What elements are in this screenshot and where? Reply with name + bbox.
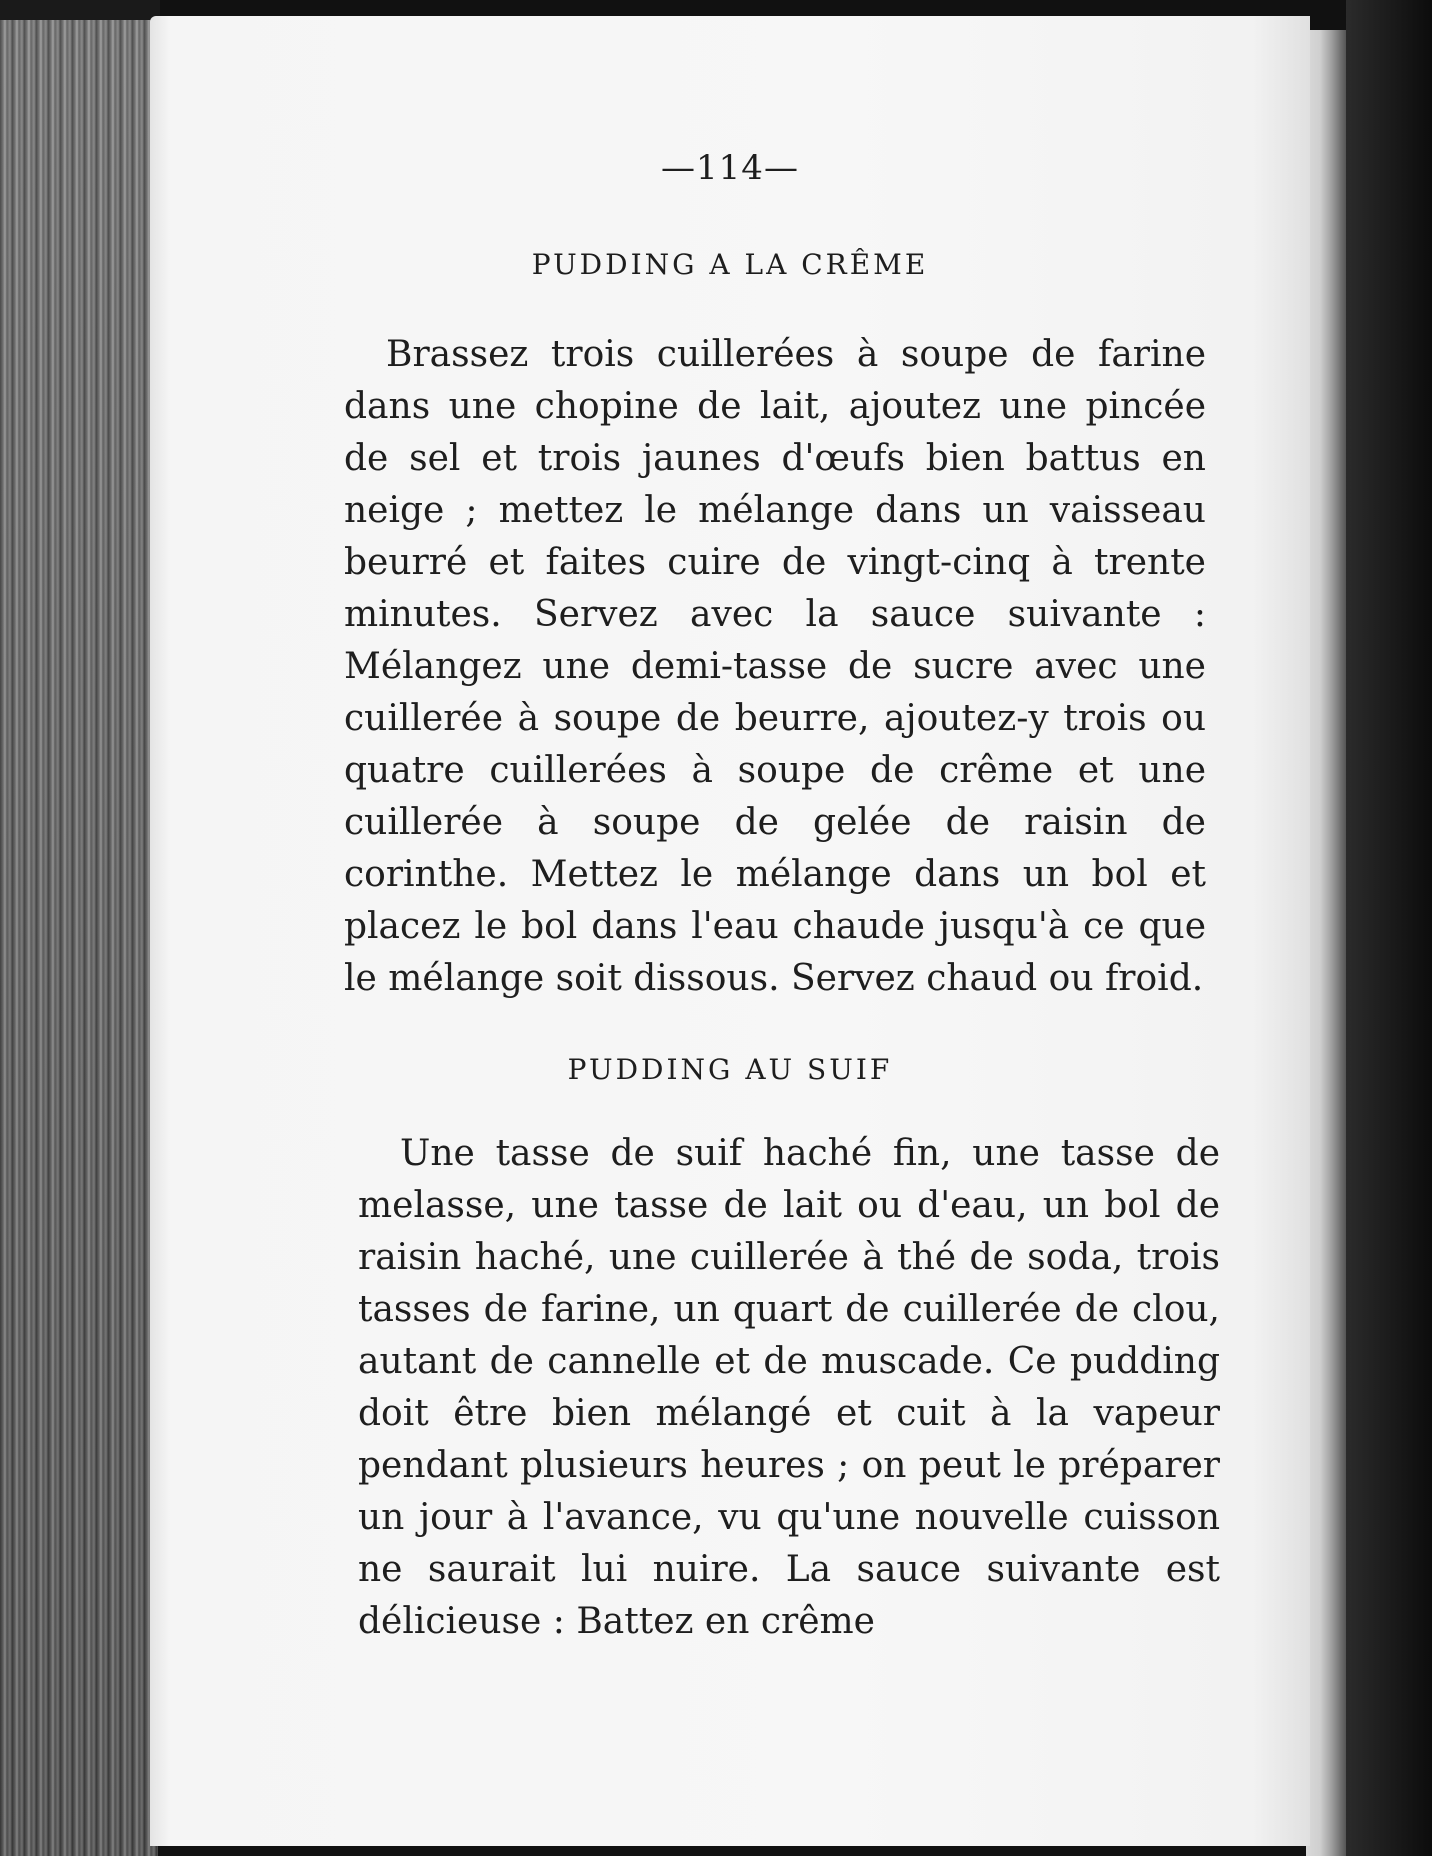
page-content (344, 130, 1230, 1648)
page-edges (0, 0, 158, 1856)
page-number: —114— (661, 148, 799, 188)
recipe-title-pudding-suif: PUDDING AU SUIF (567, 1053, 893, 1086)
recipe-text-pudding-creme: Brassez trois cuillerées à soupe de farine dans une chopine de lait, ajoutez une pincée de sel et trois jaunes d'œufs bien battus en neige ; mettez le mélange dans un vaisseau beurré et faites cuire de vingt-cinq à trente minutes. Servez avec la sauce suivante : Mélangez une demi-tasse de sucre avec une cuillerée à soupe de beurre, ajoutez-y trois ou quatre cuillerées à soupe de crême et une cuillerée à soupe de gelée de raisin de corinthe. Mettez le mélange dans un bol et placez le bol dans l'eau chaude jusqu'à ce que le mélange soit dissous. Servez chaud ou froid. (344, 334, 1206, 999)
right-page-edge (1306, 30, 1348, 1856)
edge-shadow (0, 0, 160, 20)
recipe-title-pudding-creme: PUDDING A LA CRÊME (531, 248, 929, 281)
book-binding (1346, 0, 1432, 1856)
recipe-text-pudding-suif: Une tasse de suif haché fin, une tasse de melasse, une tasse de lait ou d'eau, un bol de raisin haché, une cuillerée à thé de soda, trois tasses de farine, un quart de cuillerée de clou, autant de cannelle et de muscade. Ce pudding doit être bien mélangé et cuit à la vapeur pendant plusieurs heures ; on peut le préparer un jour à l'avance, vu qu'une nouvelle cuisson ne saurait lui nuire. La sauce suivante est délicieuse : Battez en crême (358, 1133, 1220, 1642)
